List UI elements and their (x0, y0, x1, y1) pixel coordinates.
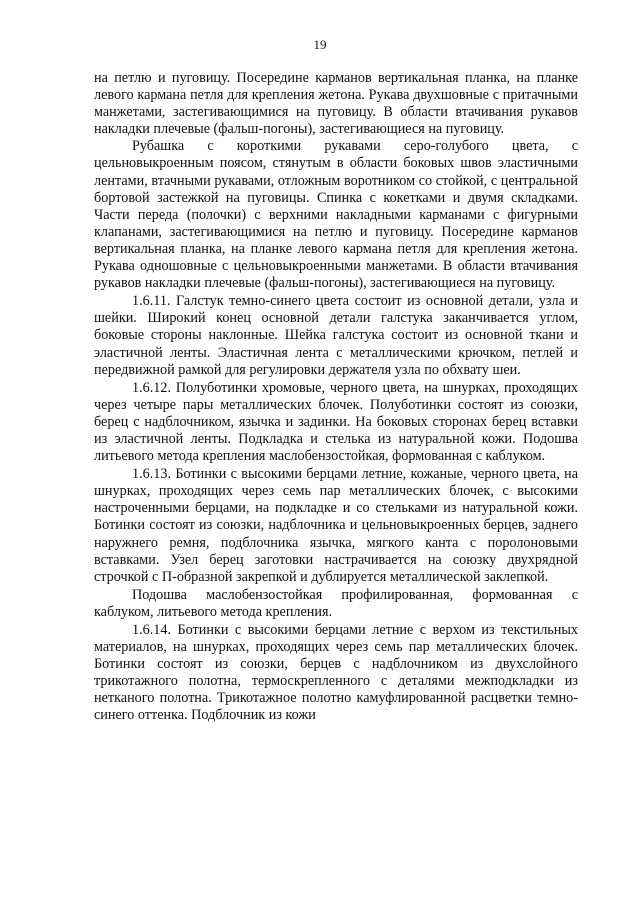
paragraph-5-high-boots-leather: 1.6.13. Ботинки с высокими берцами летние, кожаные, черного цвета, на шнурках, проходящих через семь пар металлических блочек, с высокими настроченными берцами, на подкладке и со стельками из натуральной кожи. Ботинки состоят из союзки, надблочника и цельновыкроенных берцев, заднего наружнего ремня, подблочника язычка, мягкого канта с поролоновыми вставками. Узел берец заготовки настрачивается на союзку двухрядной строчкой с П-образной закрепкой и дублируется металлической заклепкой. (94, 466, 578, 585)
paragraph-3-necktie: 1.6.11. Галстук темно-синего цвета состоит из основной детали, узла и шейки. Широкий конец основной детали галстука заканчивается углом, боковые стороны наклонные. Шейка галстука состоит из основной ткани и эластичной ленты. Эластичная лента с металлическими крючком, петлей и передвижной рамкой для регулировки держателя узла по обхвату шеи. (94, 293, 578, 378)
paragraph-2-shirt-short-sleeves: Рубашка с короткими рукавами серо-голубого цвета, с цельновыкроенным поясом, стянутым в области боковых швов эластичными лентами, втачными рукавами, отложным воротником со стойкой, с центральной бортовой застежкой на пуговицы. Спинка с кокетками и двумя складками. Части переда (полочки) с верхними накладными карманами с фигурными клапанами, застегивающимися на петлю и пуговицу. Посередине карманов вертикальная планка, на планке левого кармана петля для крепления жетона. Рукава одношовные с цельновыкроенными манжетами. В области втачивания рукавов накладки плечевые (фальш-погоны), застегивающиеся на пуговицу. (94, 138, 578, 292)
paragraph-4-low-shoes: 1.6.12. Полуботинки хромовые, черного цвета, на шнурках, проходящих через четыре пары металлических блочек. Полуботинки состоят из союзки, берец с надблочником, язычка и задинки. На боковых сторонах берец вставки из эластичной ленты. Подкладка и стелька из натуральной кожи. Подошва литьевого метода крепления маслобензостойкая, формованная с каблуком. (94, 379, 578, 465)
page-number: 19 (313, 37, 327, 52)
paragraph-6-sole: Подошва маслобензостойкая профилированная, формованная с каблуком, литьевого метода крепления. (94, 586, 578, 620)
paragraph-1: на петлю и пуговицу. Посередине карманов вертикальная планка, на планке левого кармана петля для крепления жетона. Рукава двухшовные с притачными манжетами, застегивающимися на пуговицу. В области втачивания рукавов накладки плечевые (фальш-погоны), застегивающиеся на пуговицу. (94, 70, 578, 138)
paragraph-7-high-boots-textile: 1.6.14. Ботинки с высокими берцами летние с верхом из текстильных материалов, на шнурках, проходящих через семь пар металлических блочек. Ботинки состоят из союзки, берцев с надблочником из двухслойного трикотажного полотна, термоскрепленного с деталями межподкладки из нетканого полотна. Трикотажное полотно камуфлированной расцветки темно-синего оттенка. Подблочник из кожи (94, 622, 578, 724)
body-text (94, 70, 578, 725)
